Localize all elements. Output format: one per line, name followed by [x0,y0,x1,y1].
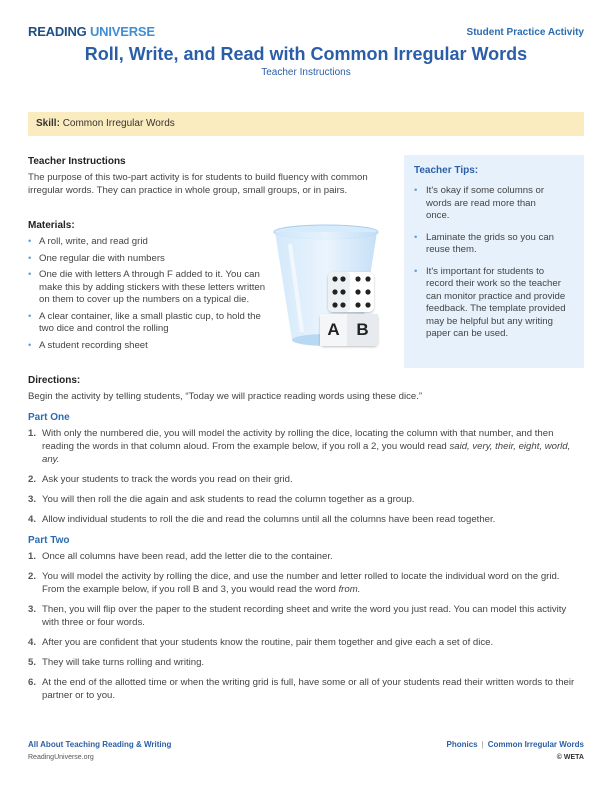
directions-section [28,375,588,403]
materials-section [28,220,271,356]
materials-item: • One die with letters A through F added to it. You can make this by adding stickers with these letters written on them to cover up the numbers on a typical die. [28,269,271,307]
footer-copyright: © WETA [556,754,584,761]
directions-heading: Directions: [28,375,81,386]
footer-topic-phonics: Phonics [446,740,478,749]
step-example-words: said, very, their, eight, world, any. [42,441,571,465]
teacher-instructions-text: The purpose of this two-part activity is for students to build fluency with common irregular words. They can practice in whole group, small groups, or in pairs. [28,172,368,196]
step-example-word: from. [338,584,361,595]
footer-topic-skill: Common Irregular Words [487,740,584,749]
footer-site-url: ReadingUniverse.org [28,754,94,761]
die-pips-icon [328,272,374,312]
part-two-step [28,603,584,629]
step-number: 2. [28,571,37,582]
footer-separator: | [481,740,484,749]
step-number: 2. [28,474,37,485]
step-text: Then, you will flip over the paper to the student recording sheet and write the word you just read. You can model this activity with three or four words. [42,604,567,628]
step-number: 3. [28,494,37,505]
part-two-step [28,550,584,563]
page-title: Roll, Write, and Read with Common Irregular Words [84,44,528,64]
part-two-step [28,656,584,669]
skill-value: Common Irregular Words [62,118,175,129]
logo-word-reading: READING [28,24,87,39]
die-letter-b: B [347,314,378,346]
part-one-heading: Part One [28,412,70,423]
materials-item: • A roll, write, and read grid [28,236,269,249]
part-one-step [28,493,584,506]
step-text: Allow individual students to roll the die and read the columns until all the columns have been read together. [42,514,496,525]
materials-item: • A clear container, like a small plastic cup, to hold the two dice and control the rolling [28,311,271,336]
materials-heading: Materials: [28,220,75,231]
step-number: 1. [28,551,37,562]
step-number: 4. [28,514,37,525]
step-text: You will then roll the die again and ask students to read the column together as a group. [42,494,415,505]
step-text: Ask your students to track the words you read on their grid. [42,474,293,485]
step-text: They will take turns rolling and writing. [42,657,205,668]
skill-banner [28,112,584,136]
teacher-tips-box [404,155,584,368]
step-text: At the end of the allotted time or when the writing grid is full, have some or all of your students read their written words to their partner or to you. [42,677,575,701]
part-one-step [28,473,584,486]
page-subtitle: Teacher Instructions [261,67,351,78]
teacher-instructions-heading: Teacher Instructions [28,156,126,167]
step-text: With only the numbered die, you will model the activity by rolling the dice, locating the column with that number, and then reading the words in that column aloud. From the example below, if you roll a 2, you would read [42,428,554,452]
teacher-tips-heading: Teacher Tips: [414,165,479,176]
part-one-step [28,427,584,466]
teacher-instructions-section [28,156,378,197]
die-letter-a: A [320,314,347,346]
part-one-step [28,513,584,526]
tip-item: • It's important for students to record their work so the teacher can monitor practice and provide feedback. The template provided may be helpful but any writing paper can be used. [414,266,568,341]
number-die [328,272,374,312]
materials-item: • One regular die with numbers [28,253,269,266]
materials-item: • A student recording sheet [28,340,269,353]
step-text: After you are confident that your students know the routine, pair them together and give each a set of dice. [42,637,494,648]
part-two-step [28,636,584,649]
footer-series-title: All About Teaching Reading & Writing [28,740,172,749]
reading-universe-logo [28,24,155,39]
cup-and-dice-illustration [272,222,392,352]
part-one-section [28,412,584,533]
skill-label: Skill: [36,118,60,129]
part-two-step [28,570,584,596]
step-text: You will model the activity by rolling the dice, and use the number and letter rolled to locate the individual word on the grid. From the example below, if you roll B and 3, you would read the word [42,571,560,595]
footer-topic [446,740,584,749]
letter-die [320,314,378,346]
part-two-section [28,535,584,709]
step-number: 3. [28,604,37,615]
step-number: 1. [28,428,37,439]
step-text: Once all columns have been read, add the letter die to the container. [42,551,333,562]
tip-item: • Laminate the grids so you can reuse them. [414,232,568,257]
step-number: 4. [28,637,37,648]
tip-item: • It's okay if some columns or words are read more than once. [414,185,561,223]
activity-type-label: Student Practice Activity [466,27,584,38]
step-number: 5. [28,657,37,668]
step-number: 6. [28,677,37,688]
part-two-step [28,676,584,702]
part-two-heading: Part Two [28,535,70,546]
logo-word-universe: UNIVERSE [89,24,155,39]
directions-intro: Begin the activity by telling students, “Today we will practice reading words using these dice.” [28,391,423,402]
